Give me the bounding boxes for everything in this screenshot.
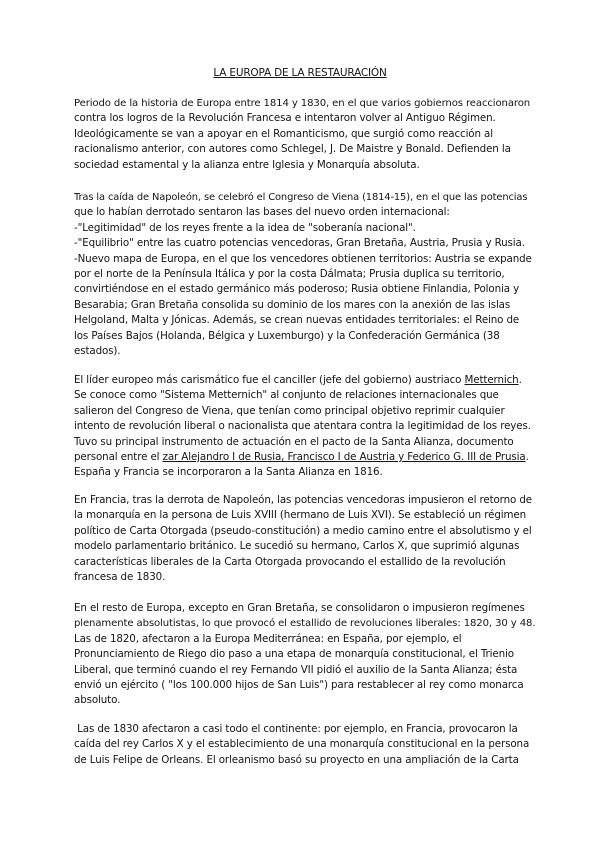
text-line: racionalismo anterior, con autores como Schlegel, J. De Maistre y Bonald. Defienden la	[74, 143, 511, 156]
text-line: España y Francia se incorporaron a la Santa Alianza en 1816.	[74, 466, 383, 479]
text-line: que lo habían derrotado sentaron las bases del nuevo orden internacional:	[74, 206, 450, 219]
text-line: estados).	[74, 345, 121, 358]
text-line: Las de 1830 afectaron a casi todo el continente: por ejemplo, en Francia, provocaron la	[74, 723, 518, 735]
text-segment: .	[525, 451, 529, 464]
document-title: LA EUROPA DE LA RESTAURACIÓN	[213, 67, 387, 79]
text-line: convirtiéndose en el estado germánico más poderoso; Rusia obtiene Finlandia, Polonia y	[74, 283, 520, 296]
text-line	[74, 450, 536, 465]
text-line: En Francia, tras la derrota de Napoleón, las potencias vencedoras impusieron el retorno de	[74, 494, 532, 506]
text-line: los Países Bajos (Holanda, Bélgica y Luxemburgo) y la Confederación Germánica (38	[74, 329, 500, 342]
text-line: Liberal, que terminó cuando el rey Fernando VII pidió el auxilio de la Santa Alianza; ésta	[74, 663, 518, 676]
text-line: Tras la caída de Napoleón, se celebró el Congreso de Viena (1814-15), en el que las potencias	[74, 192, 528, 203]
text-line: Ideológicamente se van a apoyar en el Romanticismo, que surgió como reacción al	[74, 127, 493, 140]
text-line: características liberales de la Carta Otorgada provocando el estallido de la revolución	[74, 555, 506, 568]
paragraph-france	[74, 493, 536, 585]
text-line: plenamente absolutistas, lo que provocó el estallido de revoluciones liberales: 1820, 30 y 48.	[74, 618, 536, 630]
paragraph-metternich	[74, 373, 536, 481]
text-segment: .	[518, 374, 522, 386]
paragraph-revolutions-1830	[74, 722, 536, 768]
text-line: -"Equilibrio" entre las cuatro potencias vencedoras, Gran Bretaña, Austria, Prusia y Rusia.	[74, 237, 525, 250]
text-line: de Luis Felipe de Orleans. El orleanismo basó su proyecto en una ampliación de la Carta	[74, 753, 519, 766]
text-line: Periodo de la historia de Europa entre 1814 y 1830, en el que varios gobiernos reaccionaron	[74, 98, 531, 109]
text-line: absoluto.	[74, 694, 121, 707]
text-line: Tuvo su principal instrumento de actuación en el pacto de la Santa Alianza, documento	[74, 435, 514, 448]
text-line: -Nuevo mapa de Europa, en el que los vencedores obtienen territorios: Austria se expande	[74, 252, 532, 265]
text-segment: El líder europeo más carismático fue el canciller (jefe del gobierno) austriaco	[74, 374, 465, 386]
text-line	[74, 373, 536, 388]
text-line: francesa de 1830.	[74, 571, 166, 584]
text-line: caída del rey Carlos X y el establecimiento de una monarquía constitucional en la persona	[74, 738, 530, 751]
text-line: político de Carta Otorgada (pseudo-constitución) a medio camino entre el absolutismo y el	[74, 524, 532, 537]
text-line: contra los logros de la Revolución Francesa e intentaron volver al Antiguo Régimen.	[74, 112, 496, 125]
text-line: Las de 1820, afectaron a la Europa Mediterránea: en España, por ejemplo, el	[74, 632, 462, 645]
text-line: -"Legitimidad" de los reyes frente a la idea de "soberanía nacional".	[74, 221, 416, 234]
underlined-name-metternich: Metternich	[464, 374, 519, 386]
paragraph-congress-of-vienna	[74, 190, 536, 359]
text-line: envió un ejército ( "los 100.000 hijos de San Luis") para restablecer al rey como monarca	[74, 679, 524, 692]
paragraph-rest-of-europe	[74, 601, 536, 709]
paragraph-definition	[74, 96, 536, 173]
text-line: salieron del Congreso de Viena, que tenían como principal objetivo reprimir cualquier	[74, 404, 505, 417]
text-line: sociedad estamental y la alianza entre Iglesia y Monarquía absoluta.	[74, 158, 420, 171]
text-line: por el norte de la Península Itálica y por la costa Dálmata; Prusia duplica su territorio,	[74, 268, 505, 281]
text-line: En el resto de Europa, excepto en Gran Bretaña, se consolidaron o impusieron regímenes	[74, 602, 525, 614]
text-segment: personal entre el	[74, 451, 163, 464]
text-line: Besarabia; Gran Bretaña consolida su dominio de los mares con la anexión de las islas	[74, 298, 511, 311]
text-line: modelo parlamentario británico. Le sucedió su hermano, Carlos X, que suprimió algunas	[74, 540, 520, 553]
text-line: la monarquía en la persona de Luis XVIII (hermano de Luis XVI). Se estableció un régimen	[74, 509, 527, 522]
text-line: Helgoland, Malta y Jónicas. Además, se crean nuevas entidades territoriales: el Reino de	[74, 314, 520, 327]
text-line: intento de revolución liberal o nacionalista que atentara contra la legitimidad de los reyes.	[74, 420, 531, 433]
text-line: Pronunciamiento de Riego dio paso a una etapa de monarquía constitucional, el Trienio	[74, 648, 514, 661]
text-line: Se conoce como "Sistema Metternich" al conjunto de relaciones internacionales que	[74, 389, 499, 402]
underlined-monarchs: zar Alejandro I de Rusia, Francisco I de Austria y Federico G. III de Prusia	[162, 451, 526, 464]
